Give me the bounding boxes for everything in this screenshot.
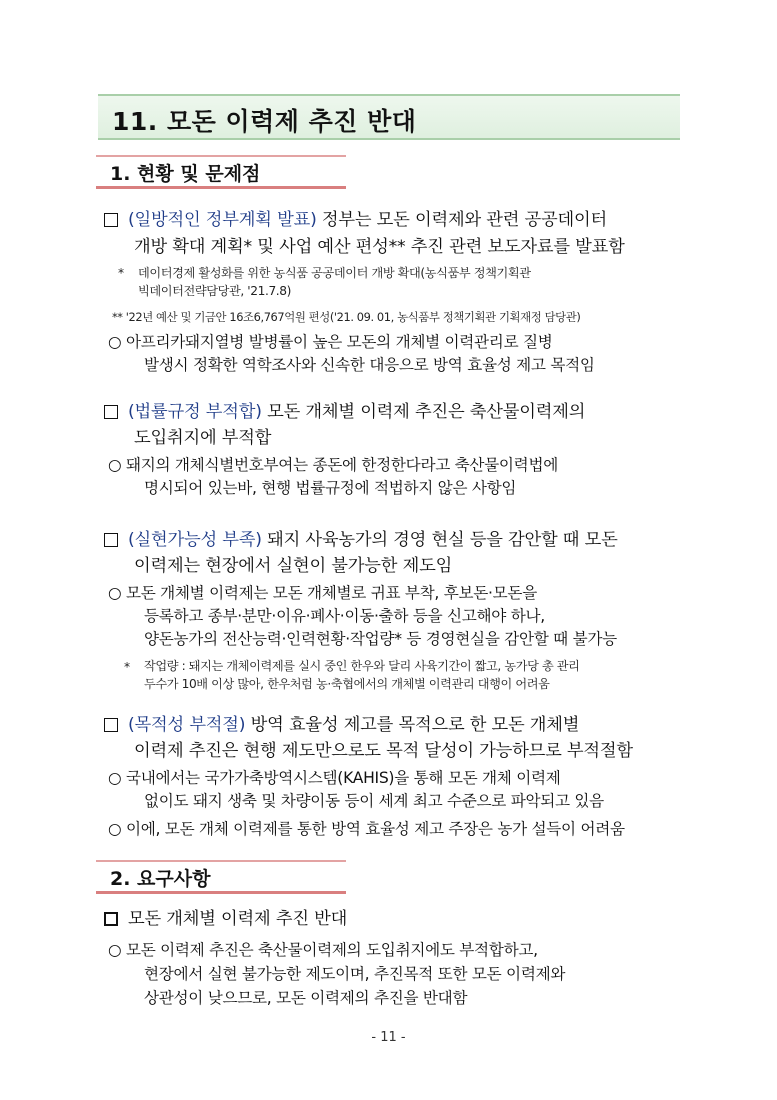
paragraph-3-sub-line-1: ○ 모돈 개체별 이력제는 모돈 개체별로 귀표 부착, 후보돈·모돈을	[108, 584, 537, 602]
paragraph-2-line-2: 도입취지에 부적합	[134, 428, 272, 448]
paragraph-2-sub-line-2: 명시되어 있는바, 현행 법률규정에 적법하지 않은 사항임	[144, 479, 517, 497]
title-banner	[98, 94, 680, 140]
note-3-line-1: 작업량 : 돼지는 개체이력제를 실시 중인 한우와 달리 사육기간이 짧고, 농가당 총 관리	[144, 659, 580, 673]
checkbox-square-icon	[104, 213, 118, 227]
paragraph-3-sub-line-2: 등록하고 종부·분만·이유·폐사·이동·출하 등을 신고해야 하나,	[144, 607, 545, 625]
page-number: - 11 -	[371, 1030, 406, 1045]
paragraph-4-line-2: 이력제 추진은 현행 제도만으로도 목적 달성이 가능하므로 부적절함	[134, 741, 633, 761]
page-title: 11. 모돈 이력제 추진 반대	[112, 107, 417, 136]
checkbox-square-icon	[104, 533, 118, 547]
paragraph-2-sub-line-1: ○ 돼지의 개체식별번호부여는 종돈에 한정한다라고 축산물이력법에	[108, 456, 558, 474]
paragraph-1-sub-line-2: 발생시 정확한 역학조사와 신속한 대응으로 방역 효율성 제고 목적임	[144, 356, 595, 374]
requirement-sub-line-3: 상관성이 낮으므로, 모돈 이력제의 추진을 반대함	[144, 989, 468, 1007]
note-2: ** '22년 예산 및 기금안 16조6,767억원 편성('21. 09. 01, 농식품부 정책기획관 기획재정 담당관)	[112, 310, 581, 324]
paragraph-4-line-1: (목적성 부적절) 방역 효율성 제고를 목적으로 한 모돈 개체별	[128, 715, 580, 735]
note-1-line-1: 데이터경제 활성화를 위한 농식품 공공데이터 개방 확대(농식품부 정책기획관	[138, 266, 531, 280]
paragraph-3-sub-line-3: 양돈농가의 전산능력·인력현황·작업량* 등 경영현실을 감안할 때 불가능	[144, 630, 617, 648]
note-1-line-2: 빅데이터전략담당관, '21.7.8)	[138, 284, 291, 298]
paragraph-4-highlight: (목적성 부적절)	[128, 715, 246, 735]
paragraph-2-highlight: (법률규정 부적합)	[128, 402, 262, 422]
paragraph-2-line-1: (법률규정 부적합) 모돈 개체별 이력제 추진은 축산물이력제의	[128, 402, 586, 422]
paragraph-1-highlight: (일방적인 정부계획 발표)	[128, 210, 317, 230]
paragraph-3-line-2: 이력제는 현장에서 실현이 불가능한 제도임	[134, 556, 453, 576]
paragraph-3-highlight: (실현가능성 부족)	[128, 530, 262, 550]
note-3-line-2: 두수가 10배 이상 많아, 한우처럼 농·축협에서의 개체별 이력관리 대행이 어려움	[144, 677, 550, 691]
section-heading-1	[96, 155, 346, 189]
section-heading-2	[96, 860, 346, 894]
checkbox-square-icon	[104, 912, 118, 926]
checkbox-square-icon	[104, 405, 118, 419]
paragraph-1-sub-line-1: ○ 아프리카돼지열병 발병률이 높은 모돈의 개체별 이력관리로 질병	[108, 333, 553, 351]
note-3-mark: *	[124, 660, 130, 674]
section-heading-2-text: 2. 요구사항	[110, 868, 211, 890]
paragraph-3-line-1: (실현가능성 부족) 돼지 사육농가의 경영 현실 등을 감안할 때 모돈	[128, 530, 618, 550]
requirement-sub-line-1: ○ 모돈 이력제 추진은 축산물이력제의 도입취지에도 부적합하고,	[108, 941, 538, 959]
paragraph-1-line-1: (일방적인 정부계획 발표) 정부는 모돈 이력제와 관련 공공데이터	[128, 210, 607, 230]
checkbox-square-icon	[104, 718, 118, 732]
section-heading-1-text: 1. 현황 및 문제점	[110, 163, 261, 185]
requirement-sub-line-2: 현장에서 실현 불가능한 제도이며, 추진목적 또한 모돈 이력제와	[144, 965, 566, 983]
paragraph-1-line-2: 개방 확대 계획* 및 사업 예산 편성** 추진 관련 보도자료를 발표함	[134, 237, 625, 257]
paragraph-4-sub-1-line-1: ○ 국내에서는 국가가축방역시스템(KAHIS)을 통해 모돈 개체 이력제	[108, 769, 561, 787]
note-1-mark: *	[118, 266, 124, 280]
paragraph-4-sub-2-line-1: ○ 이에, 모돈 개체 이력제를 통한 방역 효율성 제고 주장은 농가 설득이 어려움	[108, 820, 625, 838]
paragraph-4-sub-1-line-2: 없이도 돼지 생축 및 차량이동 등이 세계 최고 수준으로 파악되고 있음	[144, 792, 604, 810]
requirement-line: 모돈 개체별 이력제 추진 반대	[128, 909, 348, 929]
